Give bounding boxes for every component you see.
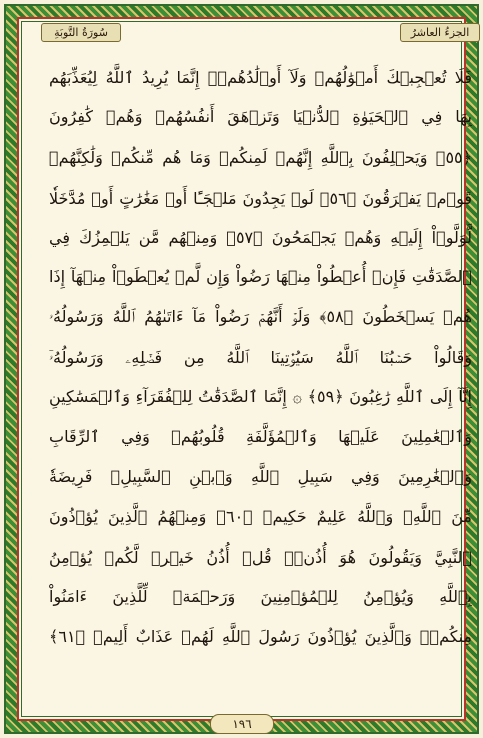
text-line-3: ﴿٥٥﴾ وَيَحۡلِفُونَ بِٱللَّهِ إِنَّهُمۡ لَمِنكُمۡ وَمَا هُم مِّنكُمۡ وَلَٰكِنَّهُمۡ — [49, 148, 472, 167]
text-line-10: وَٱلۡعَٰمِلِينَ عَلَيۡهَا وَٱلۡمُؤَلَّفَةِ قُلُوبُهُمۡ وَفِي ٱلرِّقَابِ — [49, 427, 472, 446]
text-line-9: إِنَّآ إِلَى ٱللَّهِ رَٰغِبُونَ ﴿٥٩﴾ ۞ إِنَّمَا ٱلصَّدَقَٰتُ لِلۡفُقَرَآءِ وَٱلۡمَسَٰكِينِ — [49, 387, 472, 406]
juz-label: الجزءُ العاشرُ — [400, 23, 480, 42]
quran-text-block — [49, 49, 472, 729]
text-line-13: ٱلنَّبِيَّ وَيَقُولُونَ هُوَ أُذُنٞۚ قُلۡ أُذُنُ خَيۡرٖ لَّكُمۡ يُؤۡمِنُ — [49, 548, 472, 567]
text-line-15: مِنكُمۡۚ وَٱلَّذِينَ يُؤۡذُونَ رَسُولَ ٱللَّهِ لَهُمۡ عَذَابٌ أَلِيمٞ ﴿٦١﴾ — [49, 627, 472, 646]
text-line-6: ٱلصَّدَقَٰتِ فَإِنۡ أُعۡطُواْ مِنۡهَا رَضُواْ وَإِن لَّمۡ يُعۡطَوۡاْ مِنۡهَآ إِذَا — [49, 267, 472, 286]
text-line-8: وَقَالُواْ حَسۡبُنَا ٱللَّهُ سَيُؤۡتِينَا ٱللَّهُ مِن فَضۡلِهِۦ وَرَسُولُهُۥٓ — [49, 348, 472, 367]
text-line-14: بِٱللَّهِ وَيُؤۡمِنُ لِلۡمُؤۡمِنِينَ وَرَحۡمَةٞ لِّلَّذِينَ ءَامَنُواْ — [49, 587, 472, 606]
page-header — [41, 22, 480, 42]
text-line-4: قَوۡمٞ يَفۡرَقُونَ ﴿٥٦﴾ لَوۡ يَجِدُونَ مَلۡجَـًٔا أَوۡ مَغَٰرَٰتٍ أَوۡ مُدَّخَلٗا — [49, 189, 472, 208]
text-line-11: وَٱلۡغَٰرِمِينَ وَفِي سَبِيلِ ٱللَّهِ وَٱبۡنِ ٱلسَّبِيلِۖ فَرِيضَةٗ — [49, 467, 472, 486]
text-frame — [17, 17, 472, 721]
text-line-1: فَلَا تُعۡجِبۡكَ أَمۡوَٰلُهُمۡ وَلَآ أَوۡلَٰدُهُمۡۚ إِنَّمَا يُرِيدُ ٱللَّهُ لِيُعَذِّبَهُم — [49, 68, 472, 87]
text-line-5: لَّوَلَّوۡاْ إِلَيۡهِ وَهُمۡ يَجۡمَحُونَ ﴿٥٧﴾ وَمِنۡهُم مَّن يَلۡمِزُكَ فِي — [49, 228, 472, 247]
text-line-12: مِّنَ ٱللَّهِۗ وَٱللَّهُ عَلِيمٌ حَكِيمٞ ﴿٦٠﴾ وَمِنۡهُمُ ٱلَّذِينَ يُؤۡذُونَ — [49, 507, 472, 526]
text-line-7: هُمۡ يَسۡخَطُونَ ﴿٥٨﴾ وَلَوۡ أَنَّهُمۡ رَضُواْ مَآ ءَاتَىٰهُمُ ٱللَّهُ وَرَسُولُهُۥ — [49, 307, 472, 326]
text-line-2: بِهَا فِي ٱلۡحَيَوٰةِ ٱلدُّنۡيَا وَتَزۡهَقَ أَنفُسُهُمۡ وَهُمۡ كَٰفِرُونَ — [49, 107, 472, 126]
surah-name-label: سُورَةُ التَّوبَةِ — [41, 23, 121, 42]
page-number: ١٩٦ — [210, 714, 274, 734]
